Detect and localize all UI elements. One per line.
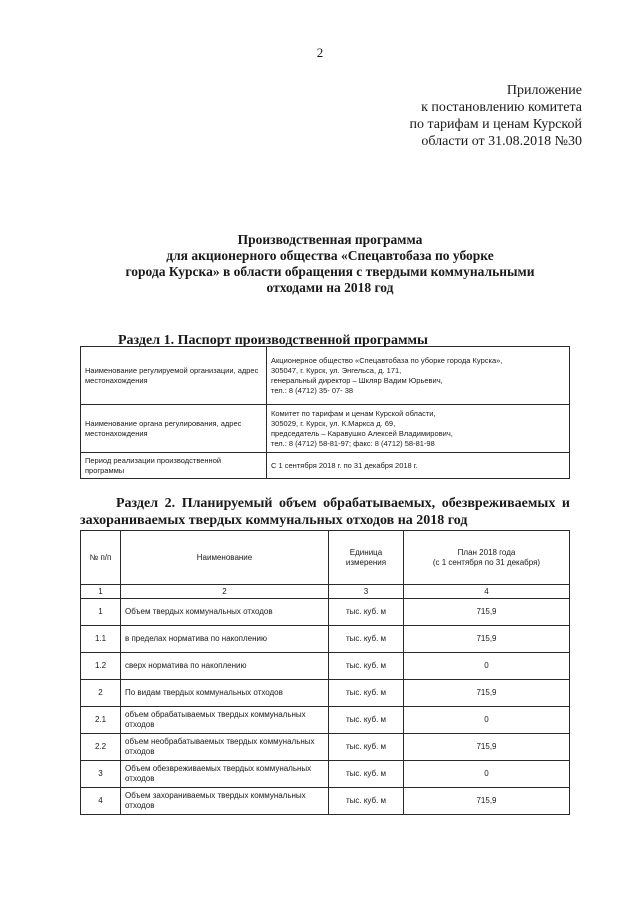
- table-row: [81, 788, 570, 815]
- row-unit: тыс. куб. м: [329, 707, 404, 734]
- title-line: Производственная программа: [237, 232, 423, 247]
- row-value: 0: [404, 761, 570, 788]
- column-number: 4: [404, 585, 570, 599]
- title-line: для акционерного общества «Спецавтобаза по уборке: [166, 248, 494, 263]
- table-row: [81, 761, 570, 788]
- passport-label: Наименование регулируемой организации, адрес местонахождения: [81, 347, 267, 405]
- title-line: города Курска» в области обращения с твердыми коммунальными: [125, 264, 535, 279]
- table-row: [81, 707, 570, 734]
- table-row: [81, 626, 570, 653]
- row-unit: тыс. куб. м: [329, 680, 404, 707]
- row-unit: тыс. куб. м: [329, 653, 404, 680]
- row-unit: тыс. куб. м: [329, 734, 404, 761]
- row-value: 715,9: [404, 626, 570, 653]
- row-name: Объем твердых коммунальных отходов: [121, 599, 329, 626]
- row-name: Объем обезвреживаемых твердых коммунальных отходов: [121, 761, 329, 788]
- row-value: 715,9: [404, 599, 570, 626]
- header-plan-line: (с 1 сентября по 31 декабря): [432, 557, 541, 567]
- row-name: объем обрабатываемых твердых коммунальных отходов: [121, 707, 329, 734]
- header-plan: [404, 531, 570, 585]
- value-line: тел.: 8 (4712) 35- 07- 38: [271, 385, 354, 395]
- column-number: 1: [81, 585, 121, 599]
- section2-heading: Раздел 2. Планируемый объем обрабатываемых, обезвреживаемых и захораниваемых твердых коммунальных отходов на 2018 год: [80, 496, 570, 528]
- passport-label: Период реализации производственной программы: [81, 453, 267, 479]
- table-row: [81, 405, 570, 453]
- passport-value: [267, 453, 570, 479]
- appendix-line: по тарифам и ценам Курской: [409, 117, 582, 132]
- plan-table: [80, 530, 570, 815]
- value-line: 305047, г. Курск, ул. Энгельса, д. 171,: [271, 365, 402, 375]
- row-num: 1: [81, 599, 121, 626]
- row-unit: тыс. куб. м: [329, 788, 404, 815]
- header-plan-line: План 2018 года: [457, 547, 516, 557]
- passport-label: Наименование органа регулирования, адрес местонахождения: [81, 405, 267, 453]
- column-number-row: [81, 585, 570, 599]
- row-name: сверх норматива по накоплению: [121, 653, 329, 680]
- row-name: Объем захораниваемых твердых коммунальных отходов: [121, 788, 329, 815]
- row-num: 4: [81, 788, 121, 815]
- passport-table: [80, 346, 570, 479]
- table-row: [81, 680, 570, 707]
- table-row: [81, 599, 570, 626]
- row-num: 2.1: [81, 707, 121, 734]
- row-value: 0: [404, 707, 570, 734]
- row-name: объем необрабатываемых твердых коммунальных отходов: [121, 734, 329, 761]
- table-row: [81, 347, 570, 405]
- value-line: Акционерное общество «Спецавтобаза по уборке города Курска»,: [271, 355, 503, 365]
- header-row: [81, 531, 570, 585]
- table-row: [81, 453, 570, 479]
- row-name: По видам твердых коммунальных отходов: [121, 680, 329, 707]
- passport-value: [267, 347, 570, 405]
- title-line: отходами на 2018 год: [266, 280, 394, 295]
- appendix-line: к постановлению комитета: [421, 100, 582, 115]
- row-name: в пределах норматива по накоплению: [121, 626, 329, 653]
- value-line: председатель – Каравушко Алексей Владимирович,: [271, 428, 453, 438]
- value-line: тел.: 8 (4712) 58-81-97; факс: 8 (4712) 58-81-98: [271, 438, 435, 448]
- page-number: 2: [316, 45, 324, 60]
- header-name: Наименование: [121, 531, 329, 585]
- row-unit: тыс. куб. м: [329, 761, 404, 788]
- row-num: 1.2: [81, 653, 121, 680]
- table-row: [81, 653, 570, 680]
- row-unit: тыс. куб. м: [329, 626, 404, 653]
- header-unit: Единица измерения: [329, 531, 404, 585]
- row-num: 2.2: [81, 734, 121, 761]
- document-title: [60, 232, 600, 296]
- row-num: 2: [81, 680, 121, 707]
- table-row: [81, 734, 570, 761]
- value-line: генеральный директор – Шкляр Вадим Юрьевич,: [271, 375, 443, 385]
- column-number: 2: [121, 585, 329, 599]
- appendix-line: Приложение: [506, 83, 582, 98]
- row-value: 715,9: [404, 680, 570, 707]
- appendix-note: [410, 82, 582, 150]
- passport-value: [267, 405, 570, 453]
- row-num: 3: [81, 761, 121, 788]
- column-number: 3: [329, 585, 404, 599]
- row-num: 1.1: [81, 626, 121, 653]
- header-num: № п/п: [81, 531, 121, 585]
- row-value: 0: [404, 653, 570, 680]
- appendix-line: области от 31.08.2018 №30: [421, 134, 582, 149]
- row-value: 715,9: [404, 788, 570, 815]
- row-unit: тыс. куб. м: [329, 599, 404, 626]
- value-line: Комитет по тарифам и ценам Курской области,: [271, 408, 436, 418]
- value-line: 305029, г. Курск, ул. К.Маркса д. 69,: [271, 418, 396, 428]
- row-value: 715,9: [404, 734, 570, 761]
- section1-heading: Раздел 1. Паспорт производственной программы: [118, 333, 428, 348]
- value-line: С 1 сентября 2018 г. по 31 декабря 2018 г.: [271, 460, 418, 470]
